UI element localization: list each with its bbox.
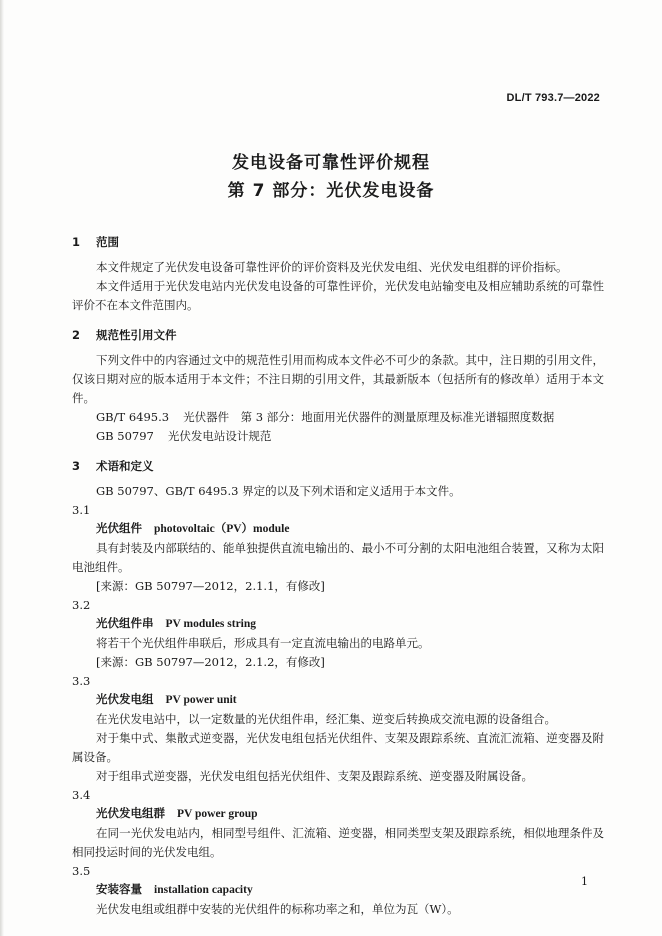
reference-code: GB 50797 [96, 429, 154, 443]
scan-binding-edge [0, 0, 4, 936]
paragraph: 本文件适用于光伏发电站内光伏发电设备的可靠性评价，光伏发电站输变电及相应辅助系统的可靠性评价不在本文件范围内。 [72, 279, 604, 312]
section-number: 3 [72, 459, 81, 473]
term-name-en: PV power unit [165, 694, 237, 706]
document-subtitle: 第 7 部分：光伏发电设备 [227, 181, 435, 201]
reference-title: 光伏器件 第 3 部分：地面用光伏器件的测量原理及标准光谱辐照度数据 [183, 410, 555, 424]
term-definition: 具有封装及内部联结的、能单独提供直流电输出的、最小不可分割的太阳电池组合装置，又称为太阳电池组件。 [72, 541, 604, 574]
reference-item [72, 408, 604, 427]
section-heading-scope [72, 232, 604, 252]
term-definition-note: 对于组串式逆变器，光伏发电组包括光伏组件、支架及跟踪系统、逆变器及附属设备。 [96, 769, 533, 783]
paragraph: 下列文件中的内容通过文中的规范性引用而构成本文件必不可少的条款。其中，注日期的引用文件，仅该日期对应的版本适用于本文件；不注日期的引用文件，其最新版本（包括所有的修改单）适用于本文件。 [72, 353, 604, 405]
page-number: 1 [581, 875, 588, 888]
section-number: 1 [72, 235, 81, 249]
term-number: 3.5 [72, 864, 91, 878]
term-definition: 将若干个光伏组件串联后，形成具有一定直流电输出的电路单元。 [96, 636, 430, 650]
document-body [72, 232, 604, 919]
term-definition-note: 对于集中式、集散式逆变器，光伏发电组包括光伏组件、支架及跟踪系统、直流汇流箱、逆变器及附属设备。 [72, 731, 604, 764]
term-heading [72, 690, 604, 710]
section-title: 术语和定义 [96, 459, 154, 473]
section-title: 范围 [96, 235, 119, 249]
term-number: 3.1 [72, 503, 91, 517]
term-name-en: installation capacity [154, 884, 253, 896]
term-number: 3.3 [72, 674, 91, 688]
section-number: 2 [72, 328, 81, 342]
term-definition: 光伏发电组或组群中安装的光伏组件的标称功率之和，单位为瓦（W）。 [96, 902, 459, 916]
paragraph: GB 50797、GB/T 6495.3 界定的以及下列术语和定义适用于本文件。 [96, 484, 461, 498]
term-name-zh: 光伏发电组群 [96, 806, 165, 820]
term-source: [来源：GB 50797—2012，2.1.1，有修改] [96, 579, 325, 593]
term-heading [72, 519, 604, 539]
term-name-zh: 光伏组件 [96, 521, 142, 535]
term-name-en: PV modules string [165, 618, 257, 630]
term-number: 3.2 [72, 598, 91, 612]
paragraph: 本文件规定了光伏发电设备可靠性评价的评价资料及光伏发电组、光伏发电组群的评价指标。 [96, 260, 568, 274]
term-name-zh: 光伏发电组 [96, 692, 154, 706]
term-definition: 在同一光伏发电站内，相同型号组件、汇流箱、逆变器，相同类型支架及跟踪系统，相似地理条件及相同投运时间的光伏发电组。 [72, 826, 604, 859]
section-heading-terms-and-definitions [72, 456, 604, 476]
reference-item [72, 427, 604, 446]
term-name-zh: 光伏组件串 [96, 616, 154, 630]
reference-code: GB/T 6495.3 [96, 410, 170, 424]
term-heading [72, 880, 604, 900]
section-title: 规范性引用文件 [96, 328, 177, 342]
reference-title: 光伏发电站设计规范 [167, 429, 272, 443]
term-definition: 在光伏发电站中，以一定数量的光伏组件串，经汇集、逆变后转换成交流电源的设备组合。 [96, 712, 556, 726]
section-heading-normative-references [72, 325, 604, 345]
document-title: 发电设备可靠性评价规程 [232, 153, 430, 173]
term-heading [72, 804, 604, 824]
term-name-en: photovoltaic（PV）module [154, 523, 290, 535]
document-code: DL/T 793.7—2022 [506, 92, 600, 104]
term-number: 3.4 [72, 788, 91, 802]
term-source: [来源：GB 50797—2012，2.1.2，有修改] [96, 655, 325, 669]
term-name-zh: 安装容量 [96, 882, 142, 896]
term-heading [72, 614, 604, 634]
term-name-en: PV power group [177, 808, 258, 820]
